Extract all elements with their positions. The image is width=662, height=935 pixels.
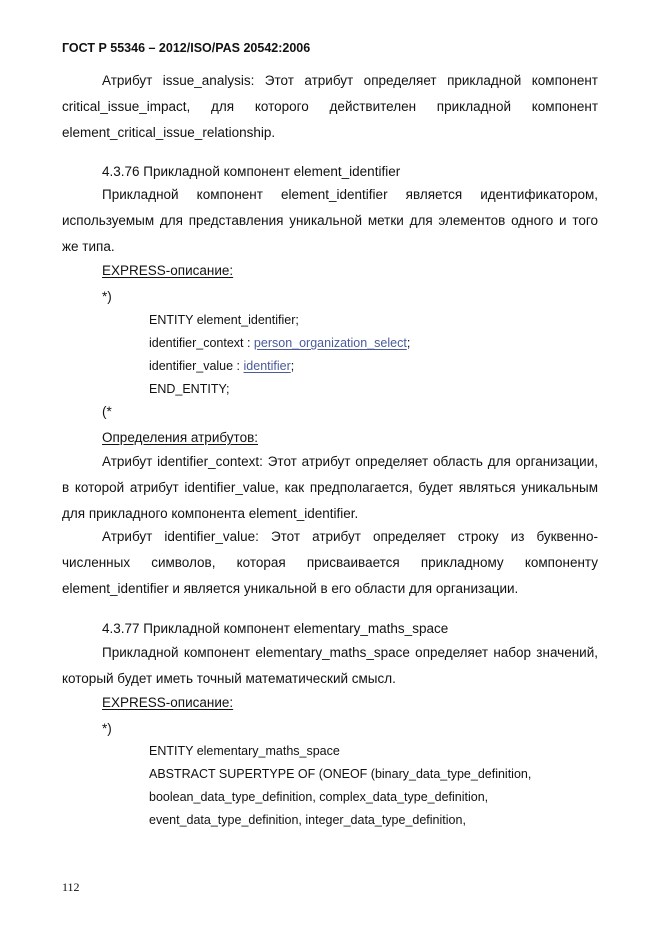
paragraph-issue-analysis <box>62 68 598 146</box>
express-close: (* <box>102 404 112 419</box>
definition-identifier-context <box>62 449 598 527</box>
paragraph-text: Атрибут identifier_value: Этот атрибут определяет строку из буквенно-численных символов, которая присваивается прикладному компоненту element_identifier и является уникальной в его области для организации. <box>62 529 598 596</box>
code-identifier-value: identifier_value : identifier; <box>149 359 295 373</box>
code-line-3: boolean_data_type_definition, complex_data_type_definition, <box>149 790 489 804</box>
document-header: ГОСТ Р 55346 – 2012/ISO/PAS 20542:2006 <box>62 41 311 55</box>
paragraph-text: Атрибут identifier_context: Этот атрибут определяет область для организации, в которой атрибут identifier_value, как предполагается, будет являться уникальным для прикладного компонента element_identifier. <box>62 454 598 521</box>
link-person-organization-select[interactable]: person_organization_select <box>253 336 407 350</box>
paragraph-element-identifier <box>62 182 598 260</box>
code-end-entity: END_ENTITY; <box>149 382 230 396</box>
code-line-4: event_data_type_definition, integer_data_type_definition, <box>149 813 466 827</box>
paragraph-text: Прикладной компонент elementary_maths_space определяет набор значений, который будет иметь точный математический смысл. <box>62 645 598 686</box>
code-identifier-context: identifier_context : person_organization_select; <box>149 336 411 350</box>
express-open: *) <box>102 289 112 304</box>
paragraph-elementary-maths-space <box>62 640 598 692</box>
express-label-2: EXPRESS-описание: <box>102 695 234 710</box>
code-line-2: ABSTRACT SUPERTYPE OF (ONEOF (binary_data_type_definition, <box>149 767 532 781</box>
section-heading-4-3-76: 4.3.76 Прикладной компонент element_identifier <box>102 164 401 179</box>
link-identifier[interactable]: identifier <box>243 359 291 373</box>
code-line-1: ENTITY elementary_maths_space <box>149 744 340 758</box>
code-entity-line: ENTITY element_identifier; <box>149 313 299 327</box>
definition-identifier-value <box>62 524 598 602</box>
attribute-definitions-label: Определения атрибутов: <box>102 430 259 445</box>
section-heading-4-3-77: 4.3.77 Прикладной компонент elementary_maths_space <box>102 621 449 636</box>
page-number: 112 <box>62 880 80 894</box>
express-label: EXPRESS-описание: <box>102 263 234 278</box>
paragraph-text: Атрибут issue_analysis: Этот атрибут определяет прикладной компонент critical_issue_impact, для которого действителен прикладной компонент element_critical_issue_relationship. <box>62 73 598 140</box>
express-open-2: *) <box>102 721 112 736</box>
paragraph-text: Прикладной компонент element_identifier является идентификатором, используемым для представления уникальной метки для элементов одного и того же типа. <box>62 187 598 254</box>
